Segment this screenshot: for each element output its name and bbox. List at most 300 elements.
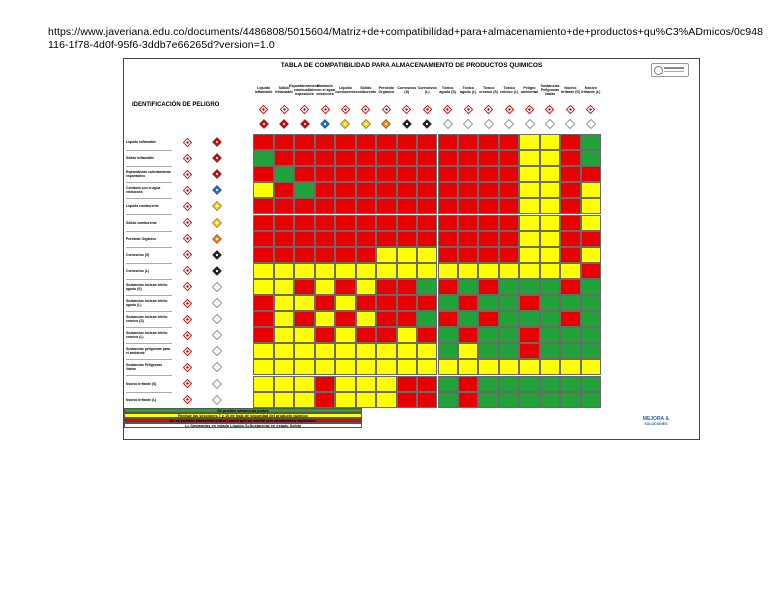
matrix-cell — [540, 392, 560, 408]
matrix-cell — [294, 198, 314, 214]
transport-label-icon — [202, 231, 232, 247]
row-label: Contacto con el agua emisiones — [126, 182, 172, 199]
matrix-cell — [519, 150, 539, 166]
matrix-cell — [397, 311, 417, 327]
matrix-cell — [499, 231, 519, 247]
matrix-cell — [274, 263, 294, 279]
matrix-cell — [581, 327, 601, 343]
ghs-pictogram-icon — [253, 103, 273, 115]
matrix-cell — [376, 134, 396, 150]
matrix-cell — [253, 231, 273, 247]
matrix-cell — [560, 376, 580, 392]
matrix-cell — [540, 134, 560, 150]
matrix-cell — [519, 279, 539, 295]
mejora-soluciones-logo — [643, 417, 669, 427]
matrix-cell — [581, 198, 601, 214]
matrix-cell — [376, 166, 396, 182]
column-header: Espontáneamente combustible exposición — [289, 84, 321, 96]
matrix-cell — [356, 295, 376, 311]
matrix-cell — [560, 359, 580, 375]
legend — [124, 408, 362, 428]
matrix-cell — [478, 198, 498, 214]
matrix-cell — [560, 343, 580, 359]
matrix-cell — [253, 376, 273, 392]
matrix-cell — [274, 392, 294, 408]
transport-label-icon — [540, 117, 560, 131]
matrix-cell — [519, 295, 539, 311]
matrix-cell — [356, 247, 376, 263]
row-label: Corrosivos (S) — [126, 247, 172, 264]
matrix-cell — [356, 392, 376, 408]
column-header: Tóxico agudo (S) — [439, 86, 456, 94]
column-header: Sólido inflamable — [275, 86, 293, 94]
matrix-cell — [274, 247, 294, 263]
matrix-cell — [478, 150, 498, 166]
matrix-cell — [376, 182, 396, 198]
matrix-cell — [560, 231, 580, 247]
matrix-cell — [581, 343, 601, 359]
matrix-cell — [294, 295, 314, 311]
matrix-cell — [417, 231, 437, 247]
matrix-cell — [376, 150, 396, 166]
matrix-cell — [438, 359, 458, 375]
row-label: Sustancias tóxicas efecto crónico (S) — [126, 311, 172, 328]
matrix-cell — [356, 215, 376, 231]
matrix-cell — [519, 263, 539, 279]
row-label: Sustancias tóxicas efecto crónico (L) — [126, 327, 172, 344]
matrix-cell — [397, 343, 417, 359]
matrix-cell — [335, 150, 355, 166]
matrix-cell — [438, 376, 458, 392]
ghs-pictogram-icon — [174, 279, 200, 295]
matrix-cell — [294, 392, 314, 408]
transport-label-icon — [397, 117, 417, 131]
matrix-cell — [335, 182, 355, 198]
matrix-cell — [499, 376, 519, 392]
ghs-pictogram-icon — [458, 103, 478, 115]
matrix-cell — [519, 198, 539, 214]
matrix-cell — [417, 198, 437, 214]
matrix-cell — [560, 263, 580, 279]
matrix-cell — [294, 134, 314, 150]
matrix-cell — [253, 198, 273, 214]
matrix-cell — [356, 376, 376, 392]
column-header: Peligro ambiental — [521, 86, 538, 94]
matrix-cell — [315, 166, 335, 182]
matrix-cell — [315, 150, 335, 166]
matrix-cell — [335, 359, 355, 375]
matrix-cell — [519, 376, 539, 392]
matrix-cell — [458, 359, 478, 375]
matrix-cell — [376, 327, 396, 343]
matrix-cell — [356, 359, 376, 375]
ghs-pictogram-icon — [356, 103, 376, 115]
matrix-cell — [356, 327, 376, 343]
matrix-cell — [315, 231, 335, 247]
matrix-cell — [274, 376, 294, 392]
matrix-cell — [438, 295, 458, 311]
ghs-pictogram-icon — [438, 103, 458, 115]
matrix-cell — [315, 182, 335, 198]
matrix-cell — [499, 150, 519, 166]
matrix-cell — [458, 311, 478, 327]
row-label: Peróxido Orgánico — [126, 231, 172, 248]
matrix-cell — [356, 279, 376, 295]
matrix-cell — [438, 327, 458, 343]
matrix-cell — [253, 295, 273, 311]
matrix-cell — [540, 231, 560, 247]
transport-label-icon — [202, 247, 232, 263]
ghs-pictogram-icon — [376, 103, 396, 115]
matrix-cell — [397, 247, 417, 263]
matrix-cell — [315, 327, 335, 343]
matrix-cell — [581, 376, 601, 392]
matrix-cell — [519, 231, 539, 247]
matrix-cell — [397, 263, 417, 279]
matrix-cell — [397, 376, 417, 392]
matrix-cell — [253, 182, 273, 198]
legend-item: L= Sustancias en estado Líquido S=Sustancias en estado Sólido — [124, 423, 362, 428]
ghs-pictogram-icon — [417, 103, 437, 115]
transport-label-icon — [417, 117, 437, 131]
matrix-cell — [315, 279, 335, 295]
matrix-cell — [253, 343, 273, 359]
matrix-cell — [581, 311, 601, 327]
matrix-cell — [417, 311, 437, 327]
matrix-cell — [335, 327, 355, 343]
matrix-cell — [335, 392, 355, 408]
matrix-cell — [335, 343, 355, 359]
matrix-cell — [438, 343, 458, 359]
row-label: Sustancias Peligrosas Varias — [126, 359, 172, 376]
matrix-cell — [294, 247, 314, 263]
matrix-cell — [417, 376, 437, 392]
matrix-cell — [417, 295, 437, 311]
column-header: Líquido comburente — [335, 86, 356, 94]
ghs-pictogram-icon — [478, 103, 498, 115]
ghs-pictogram-icon — [519, 103, 539, 115]
matrix-cell — [335, 376, 355, 392]
column-header: Corrosivos (L) — [417, 86, 437, 94]
matrix-cell — [417, 215, 437, 231]
matrix-cell — [274, 279, 294, 295]
matrix-cell — [335, 263, 355, 279]
matrix-cell — [274, 343, 294, 359]
row-label: Líquido comburente — [126, 198, 172, 215]
matrix-cell — [315, 376, 335, 392]
transport-label-icon — [202, 327, 232, 343]
transport-label-icon — [202, 150, 232, 166]
matrix-cell — [540, 215, 560, 231]
transport-label-icon — [202, 359, 232, 375]
matrix-cell — [499, 247, 519, 263]
logo-line-2: SOLUCIONES — [644, 422, 668, 426]
matrix-cell — [356, 166, 376, 182]
matrix-cell — [458, 150, 478, 166]
matrix-cell — [253, 166, 273, 182]
ghs-pictogram-icon — [294, 103, 314, 115]
matrix-cell — [335, 215, 355, 231]
ghs-pictogram-icon — [174, 295, 200, 311]
matrix-cell — [458, 263, 478, 279]
matrix-cell — [294, 182, 314, 198]
ghs-pictogram-icon — [174, 166, 200, 182]
matrix-cell — [499, 295, 519, 311]
matrix-cell — [376, 263, 396, 279]
matrix-cell — [458, 247, 478, 263]
transport-label-icon — [202, 279, 232, 295]
matrix-cell — [519, 166, 539, 182]
matrix-cell — [478, 311, 498, 327]
matrix-cell — [397, 279, 417, 295]
column-header: Tóxico agudo (L) — [459, 86, 477, 94]
row-label: Sustancias tóxicas efecto agudo (L) — [126, 295, 172, 312]
matrix-cell — [560, 182, 580, 198]
matrix-cell — [478, 263, 498, 279]
matrix-cell — [376, 295, 396, 311]
ghs-pictogram-icon — [174, 311, 200, 327]
matrix-cell — [274, 150, 294, 166]
column-header: Sustancias Peligrosas Varias — [540, 84, 560, 96]
matrix-cell — [253, 392, 273, 408]
matrix-cell — [519, 182, 539, 198]
matrix-cell — [560, 247, 580, 263]
transport-label-icon — [202, 295, 232, 311]
ghs-pictogram-icon — [174, 359, 200, 375]
matrix-cell — [274, 134, 294, 150]
matrix-cell — [253, 359, 273, 375]
matrix-cell — [458, 182, 478, 198]
matrix-cell — [376, 359, 396, 375]
matrix-cell — [397, 150, 417, 166]
matrix-cell — [519, 392, 539, 408]
matrix-cell — [519, 215, 539, 231]
matrix-cell — [499, 182, 519, 198]
matrix-cell — [315, 359, 335, 375]
column-header: Tóxico crónico (S) — [479, 86, 498, 94]
matrix-cell — [560, 198, 580, 214]
matrix-cell — [581, 134, 601, 150]
ghs-pictogram-icon — [174, 231, 200, 247]
matrix-cell — [376, 198, 396, 214]
matrix-cell — [499, 279, 519, 295]
matrix-cell — [560, 166, 580, 182]
matrix-cell — [560, 311, 580, 327]
matrix-cell — [294, 263, 314, 279]
matrix-cell — [376, 376, 396, 392]
transport-label-icon — [438, 117, 458, 131]
matrix-cell — [540, 166, 560, 182]
matrix-cell — [540, 247, 560, 263]
matrix-cell — [274, 198, 294, 214]
row-label: Nocivo Irritante (S) — [126, 376, 172, 393]
ghs-pictogram-icon — [174, 198, 200, 214]
matrix-cell — [438, 166, 458, 182]
matrix-cell — [274, 327, 294, 343]
matrix-cell — [376, 247, 396, 263]
matrix-cell — [581, 247, 601, 263]
matrix-cell — [458, 327, 478, 343]
matrix-cell — [499, 215, 519, 231]
matrix-cell — [294, 150, 314, 166]
transport-label-icon — [376, 117, 396, 131]
matrix-cell — [458, 392, 478, 408]
matrix-cell — [458, 376, 478, 392]
matrix-cell — [581, 295, 601, 311]
row-label: Corrosivos (L) — [126, 263, 172, 280]
matrix-cell — [356, 198, 376, 214]
matrix-cell — [540, 263, 560, 279]
matrix-cell — [540, 182, 560, 198]
matrix-cell — [274, 295, 294, 311]
matrix-cell — [397, 215, 417, 231]
matrix-cell — [376, 392, 396, 408]
column-header: Peróxido Orgánico — [378, 86, 395, 94]
matrix-cell — [438, 311, 458, 327]
matrix-cell — [376, 231, 396, 247]
matrix-cell — [478, 166, 498, 182]
matrix-cell — [417, 150, 437, 166]
matrix-cell — [478, 327, 498, 343]
matrix-cell — [294, 279, 314, 295]
matrix-cell — [294, 359, 314, 375]
matrix-cell — [581, 263, 601, 279]
identification-label: IDENTIFICACIÓN DE PELIGRO — [132, 102, 220, 108]
matrix-cell — [294, 231, 314, 247]
matrix-cell — [581, 166, 601, 182]
row-label: Espontáneas calentamiento espontáneo — [126, 166, 172, 183]
matrix-cell — [397, 231, 417, 247]
column-header: Nocivo Irritante (S) — [560, 86, 580, 94]
matrix-cell — [499, 359, 519, 375]
matrix-cell — [417, 343, 437, 359]
matrix-cell — [397, 327, 417, 343]
column-header: Sólido comburente — [355, 86, 377, 94]
matrix-cell — [478, 359, 498, 375]
matrix-cell — [294, 215, 314, 231]
matrix-cell — [540, 295, 560, 311]
matrix-cell — [335, 311, 355, 327]
matrix-cell — [478, 376, 498, 392]
matrix-cell — [253, 215, 273, 231]
ghs-pictogram-icon — [174, 150, 200, 166]
matrix-cell — [540, 343, 560, 359]
matrix-cell — [417, 279, 437, 295]
matrix-cell — [417, 327, 437, 343]
matrix-cell — [581, 150, 601, 166]
matrix-cell — [438, 231, 458, 247]
matrix-cell — [499, 166, 519, 182]
ghs-pictogram-icon — [560, 103, 580, 115]
column-header: Contacto con el agua emisiones — [315, 84, 335, 96]
matrix-cell — [519, 134, 539, 150]
matrix-cell — [478, 343, 498, 359]
transport-label-icon — [202, 376, 232, 392]
matrix-cell — [335, 247, 355, 263]
matrix-cell — [478, 247, 498, 263]
matrix-cell — [560, 295, 580, 311]
matrix-cell — [560, 134, 580, 150]
matrix-cell — [458, 215, 478, 231]
transport-label-icon — [202, 166, 232, 182]
matrix-cell — [499, 327, 519, 343]
transport-label-icon — [202, 343, 232, 359]
ghs-pictogram-icon — [540, 103, 560, 115]
matrix-cell — [397, 182, 417, 198]
matrix-cell — [315, 392, 335, 408]
matrix-cell — [356, 343, 376, 359]
matrix-cell — [253, 247, 273, 263]
matrix-cell — [335, 279, 355, 295]
matrix-cell — [540, 376, 560, 392]
matrix-cell — [438, 247, 458, 263]
matrix-cell — [417, 247, 437, 263]
column-header: Tóxico crónico (L) — [499, 86, 519, 94]
matrix-cell — [560, 215, 580, 231]
matrix-cell — [356, 150, 376, 166]
row-label: Líquido inflamable — [126, 134, 172, 151]
matrix-cell — [397, 198, 417, 214]
matrix-cell — [540, 327, 560, 343]
matrix-cell — [519, 247, 539, 263]
matrix-cell — [499, 134, 519, 150]
matrix-cell — [315, 215, 335, 231]
matrix-cell — [253, 279, 273, 295]
matrix-cell — [274, 215, 294, 231]
matrix-cell — [581, 279, 601, 295]
matrix-cell — [560, 279, 580, 295]
matrix-cell — [274, 231, 294, 247]
matrix-cell — [519, 311, 539, 327]
logo-line-1: MEJORA & — [642, 416, 669, 422]
row-label: Sólido inflamable — [126, 150, 172, 167]
column-header: Corrosivos (S) — [397, 86, 417, 94]
transport-label-icon — [202, 182, 232, 198]
matrix-cell — [519, 343, 539, 359]
matrix-cell — [376, 311, 396, 327]
matrix-cell — [519, 327, 539, 343]
transport-label-icon — [202, 392, 232, 408]
transport-label-icon — [519, 117, 539, 131]
matrix-cell — [438, 263, 458, 279]
compatibility-table-sheet — [123, 58, 700, 440]
matrix-cell — [499, 343, 519, 359]
column-header: Nocivo Irritante (L) — [581, 86, 601, 94]
matrix-cell — [458, 295, 478, 311]
matrix-cell — [478, 295, 498, 311]
transport-label-icon — [274, 117, 294, 131]
matrix-cell — [560, 392, 580, 408]
matrix-cell — [581, 359, 601, 375]
matrix-cell — [540, 198, 560, 214]
matrix-cell — [335, 134, 355, 150]
matrix-cell — [294, 311, 314, 327]
matrix-cell — [356, 263, 376, 279]
ghs-pictogram-icon — [581, 103, 601, 115]
matrix-cell — [274, 182, 294, 198]
ghs-pictogram-icon — [174, 215, 200, 231]
matrix-cell — [315, 134, 335, 150]
matrix-cell — [417, 166, 437, 182]
transport-label-icon — [253, 117, 273, 131]
matrix-cell — [519, 359, 539, 375]
transport-label-icon — [202, 215, 232, 231]
matrix-cell — [356, 231, 376, 247]
matrix-cell — [274, 311, 294, 327]
matrix-cell — [438, 134, 458, 150]
legend-item: Se pueden almacenar juntos — [124, 408, 362, 413]
matrix-cell — [294, 327, 314, 343]
